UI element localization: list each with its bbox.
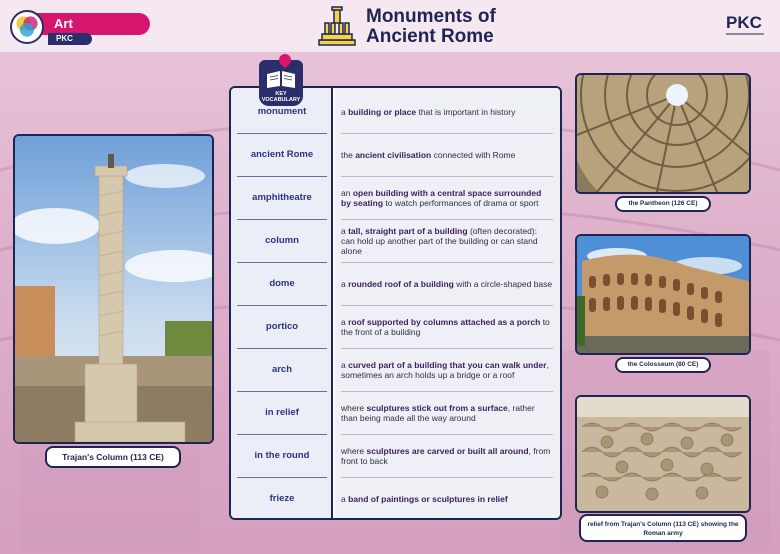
vocabulary-row	[231, 176, 560, 219]
art-palette-icon	[10, 10, 44, 44]
definition-text: the	[341, 149, 356, 160]
definition-text: to the front of a building	[341, 316, 550, 337]
badge-line-1: KEY	[275, 91, 287, 97]
definition-emphasis: sculptures are carved or built all around	[366, 445, 529, 456]
definition-emphasis: curved part of a building that you can walk under	[348, 359, 547, 370]
page-title	[366, 7, 566, 47]
definition-text: a	[341, 493, 349, 504]
vocabulary-term: monument	[257, 106, 307, 117]
trajans-column-photo	[13, 134, 214, 444]
vocabulary-row	[231, 434, 560, 477]
colosseum-image	[577, 236, 749, 353]
header-bar	[0, 0, 780, 52]
vocabulary-row	[231, 262, 560, 305]
vocabulary-term: dome	[269, 278, 295, 289]
vocabulary-row	[231, 348, 560, 391]
colosseum-photo	[575, 234, 751, 355]
definition-text: an	[341, 187, 353, 198]
key-vocabulary-badge	[259, 60, 303, 106]
vocabulary-definition	[341, 222, 553, 259]
vocabulary-table	[229, 86, 562, 520]
relief-photo	[575, 395, 751, 513]
definition-emphasis: rounded roof of a building	[348, 278, 454, 289]
definition-text: a	[341, 106, 349, 117]
vocabulary-term: in relief	[265, 407, 299, 418]
colosseum-caption: the Colosseum (80 CE)	[615, 357, 711, 373]
relief-caption: relief from Trajan's Column (113 CE) showing the Roman army	[579, 514, 747, 542]
vocabulary-definition	[341, 93, 553, 130]
definition-text: a	[341, 316, 349, 327]
definition-text: that is important in history	[416, 106, 516, 117]
vocabulary-term: column	[265, 235, 299, 246]
vocabulary-row	[231, 133, 560, 176]
definition-text: where	[341, 402, 367, 413]
definition-emphasis: roof supported by columns attached as a porch	[348, 316, 541, 327]
vocabulary-definition	[341, 351, 553, 388]
roman-monument-icon	[316, 6, 358, 48]
definition-text: (often decorated): can hold up another part of the building or can stand alone	[341, 225, 538, 256]
definition-text: connected with Rome	[431, 149, 516, 160]
definition-text: a	[341, 359, 349, 370]
vocabulary-definition	[341, 179, 553, 216]
brand-underline	[726, 33, 764, 35]
vocabulary-row	[231, 391, 560, 434]
brand-name: PKC	[726, 13, 762, 32]
definition-text: with a circle-shaped base	[453, 278, 553, 289]
title-line-1: Monuments of	[366, 6, 496, 27]
definition-text: a	[341, 278, 349, 289]
vocabulary-definition	[341, 394, 553, 431]
trajans-column-image	[15, 136, 212, 442]
definition-emphasis: ancient civilisation	[355, 149, 432, 160]
pantheon-image	[577, 75, 749, 192]
vocabulary-term: arch	[271, 364, 293, 375]
vocabulary-definition	[341, 308, 553, 345]
pantheon-photo	[575, 73, 751, 194]
trajans-column-caption: Trajan's Column (113 CE)	[45, 446, 181, 468]
vocabulary-term: ancient Rome	[250, 149, 314, 160]
definition-text: , rather than being made all the way around	[341, 402, 535, 423]
relief-image	[577, 397, 749, 511]
vocabulary-definition	[341, 437, 553, 474]
vocabulary-term: amphitheatre	[252, 192, 312, 203]
subject-badge	[10, 10, 142, 44]
badge-line-2: VOCABULARY	[261, 97, 301, 103]
vocabulary-row	[231, 477, 560, 520]
vocabulary-term: portico	[265, 321, 299, 332]
vocabulary-definition	[341, 265, 553, 302]
title-line-2: Ancient Rome	[366, 26, 494, 47]
definition-text: where	[341, 445, 367, 456]
definition-emphasis: building or place	[348, 106, 417, 117]
definition-text: to watch performances of drama or sport	[383, 197, 539, 208]
definition-emphasis: open building with a central space surrounded by seating	[341, 187, 542, 208]
pantheon-caption: the Pantheon (126 CE)	[615, 196, 711, 212]
badge-label	[259, 91, 303, 103]
definition-text: , sometimes an arch holds up a bridge or a roof	[341, 359, 549, 380]
vocabulary-term: frieze	[269, 493, 295, 504]
vocabulary-definition	[341, 136, 553, 173]
subject-label: Art	[30, 13, 150, 35]
vocabulary-definition	[341, 480, 553, 517]
definition-text: , from front to back	[341, 445, 551, 466]
definition-emphasis: band of paintings or sculptures in relief	[348, 493, 508, 504]
subject-sub-label: PKC	[48, 33, 92, 45]
brand-logo	[726, 14, 772, 35]
definition-emphasis: sculptures stick out from a surface	[366, 402, 508, 413]
vocabulary-row	[231, 305, 560, 348]
vocabulary-row	[231, 219, 560, 262]
definition-emphasis: tall, straight part of a building	[348, 225, 468, 236]
definition-text: a	[341, 225, 349, 236]
vocabulary-term: in the round	[254, 450, 310, 461]
